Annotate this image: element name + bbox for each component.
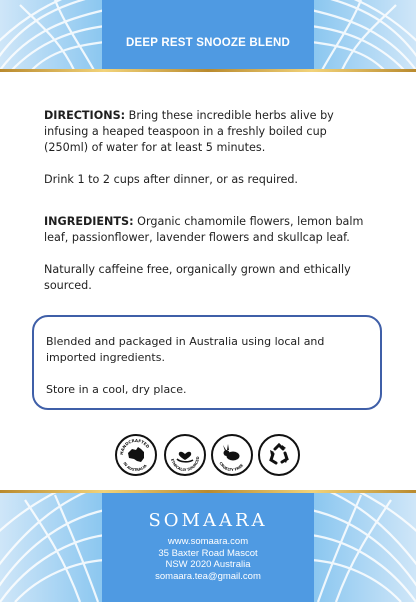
svg-text:ETHICALLY SOURCED: ETHICALLY SOURCED bbox=[170, 456, 201, 473]
ingredients-label: INGREDIENTS: bbox=[44, 215, 134, 228]
ethically-sourced-badge bbox=[164, 434, 206, 476]
ingredients-body: Organic chamomile flowers, lemon balm leaf, passionflower, lavender flowers and skullcap leaf. bbox=[44, 215, 364, 244]
address-line-1: 35 Baxter Road Mascot bbox=[158, 547, 258, 559]
gold-divider bbox=[0, 69, 416, 72]
svg-text:CRUELTY FREE: CRUELTY FREE bbox=[218, 461, 245, 473]
ingredients-note: Naturally caffeine free, organically grown and ethically sourced. bbox=[44, 263, 351, 292]
address-line-2: NSW 2020 Australia bbox=[165, 559, 251, 570]
brand-logo: SOMAARA bbox=[148, 510, 268, 531]
directions-section bbox=[44, 108, 374, 188]
directions-text bbox=[44, 108, 374, 156]
contact-block bbox=[102, 536, 314, 582]
info-box-storage: Store in a cool, dry place. bbox=[46, 383, 187, 396]
header-banner bbox=[0, 0, 416, 72]
info-box bbox=[32, 315, 382, 410]
rabbit-icon bbox=[213, 436, 251, 474]
svg-text:HANDCRAFTED: HANDCRAFTED bbox=[118, 437, 151, 456]
ingredients-section bbox=[44, 214, 374, 294]
handcrafted-badge bbox=[115, 434, 157, 476]
header-center-panel bbox=[102, 0, 314, 72]
page-title: DEEP REST SNOOZE BLEND bbox=[126, 37, 290, 49]
directions-dose: Drink 1 to 2 cups after dinner, or as required. bbox=[44, 173, 298, 186]
ingredients-text bbox=[44, 214, 374, 246]
australia-map-icon bbox=[117, 436, 155, 474]
cruelty-free-badge bbox=[211, 434, 253, 476]
heart-hand-icon bbox=[166, 436, 204, 474]
svg-text:IN AUSTRALIA: IN AUSTRALIA bbox=[122, 461, 148, 473]
recycle-icon bbox=[260, 436, 298, 474]
directions-label: DIRECTIONS: bbox=[44, 109, 126, 122]
email-link[interactable]: somaara.tea@gmail.com bbox=[155, 570, 261, 582]
directions-body: Bring these incredible herbs alive by infusing a heaped teaspoon in a freshly boiled cup (250ml) of water for at least 5 minutes. bbox=[44, 109, 334, 154]
info-box-origin: Blended and packaged in Australia using local and imported ingredients. bbox=[46, 335, 325, 364]
recycle-badge bbox=[258, 434, 300, 476]
footer-banner bbox=[0, 490, 416, 602]
website-link[interactable]: www.somaara.com bbox=[167, 536, 249, 547]
